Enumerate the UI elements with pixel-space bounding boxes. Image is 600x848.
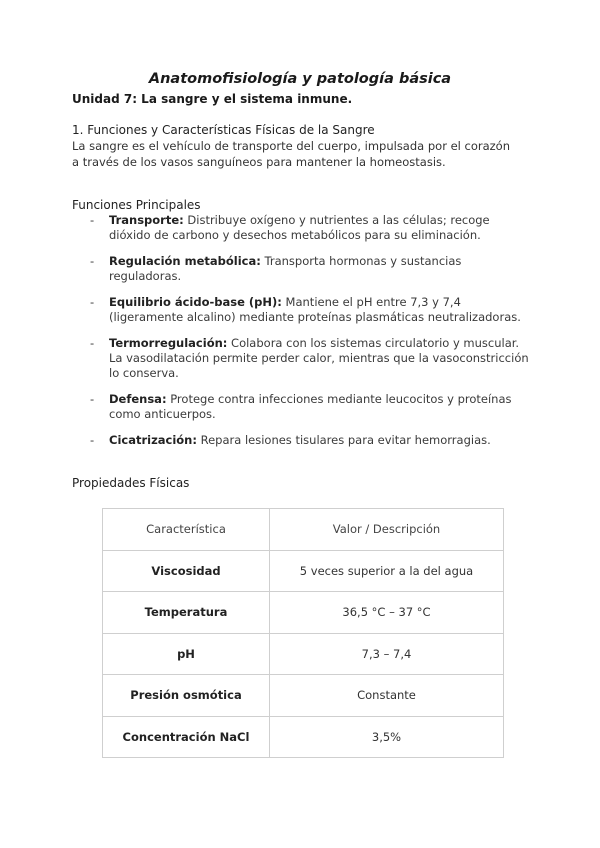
list-item xyxy=(72,254,532,284)
function-description: Transporta hormonas y sustancias reguladoras. xyxy=(109,254,462,283)
function-description: Mantiene el pH entre 7,3 y 7,4 (ligeramente alcalino) mediante proteínas plasmáticas neutralizadoras. xyxy=(109,295,521,324)
intro-paragraph: La sangre es el vehículo de transporte del cuerpo, impulsada por el corazón a través de los vasos sanguíneos para mantener la homeostasis. xyxy=(72,139,510,169)
document-title: Anatomofisiología y patología básica xyxy=(148,71,452,87)
list-item xyxy=(72,433,532,448)
table-row xyxy=(103,633,504,675)
function-description: Distribuye oxígeno y nutrientes a las células; recoge dióxido de carbono y desechos metabólicos para su eliminación. xyxy=(109,213,490,242)
property-name: pH xyxy=(103,633,270,675)
list-dash: - xyxy=(90,213,95,227)
property-name: Presión osmótica xyxy=(103,675,270,717)
functions-heading: Funciones Principales xyxy=(72,198,201,212)
property-value: Constante xyxy=(270,675,504,717)
column-header-characteristic: Característica xyxy=(103,509,270,551)
function-term: Cicatrización: xyxy=(109,433,197,447)
table-row xyxy=(103,550,504,592)
table-row xyxy=(103,675,504,717)
list-item xyxy=(72,213,532,243)
property-name: Temperatura xyxy=(103,592,270,634)
list-dash: - xyxy=(90,295,95,309)
function-description: Colabora con los sistemas circulatorio y muscular. La vasodilatación permite perder calor, mientras que la vasoconstricción lo conserva. xyxy=(109,336,529,380)
table-row xyxy=(103,716,504,758)
list-dash: - xyxy=(90,392,95,406)
column-header-value: Valor / Descripción xyxy=(270,509,504,551)
function-term: Termorregulación: xyxy=(109,336,228,350)
function-description: Repara lesiones tisulares para evitar hemorragias. xyxy=(196,433,491,447)
unit-title: Unidad 7: La sangre y el sistema inmune. xyxy=(72,92,353,106)
list-dash: - xyxy=(90,433,95,447)
table-header-row xyxy=(103,509,504,551)
properties-table xyxy=(102,508,504,758)
properties-heading: Propiedades Físicas xyxy=(72,476,190,490)
function-term: Defensa: xyxy=(109,392,167,406)
property-value: 5 veces superior a la del agua xyxy=(270,550,504,592)
section-heading-functions-characteristics: 1. Funciones y Características Físicas de la Sangre xyxy=(72,123,375,137)
property-value: 36,5 °C – 37 °C xyxy=(270,592,504,634)
function-term: Equilibrio ácido-base (pH): xyxy=(109,295,282,309)
function-term: Transporte: xyxy=(109,213,184,227)
property-value: 3,5% xyxy=(270,716,504,758)
function-description: Protege contra infecciones mediante leucocitos y proteínas como anticuerpos. xyxy=(109,392,512,421)
list-item xyxy=(72,392,532,422)
functions-list xyxy=(72,213,532,459)
list-item xyxy=(72,336,532,381)
property-name: Concentración NaCl xyxy=(103,716,270,758)
list-item xyxy=(72,295,532,325)
list-dash: - xyxy=(90,254,95,268)
property-name: Viscosidad xyxy=(103,550,270,592)
function-term: Regulación metabólica: xyxy=(109,254,261,268)
list-dash: - xyxy=(90,336,95,350)
property-value: 7,3 – 7,4 xyxy=(270,633,504,675)
table-row xyxy=(103,592,504,634)
